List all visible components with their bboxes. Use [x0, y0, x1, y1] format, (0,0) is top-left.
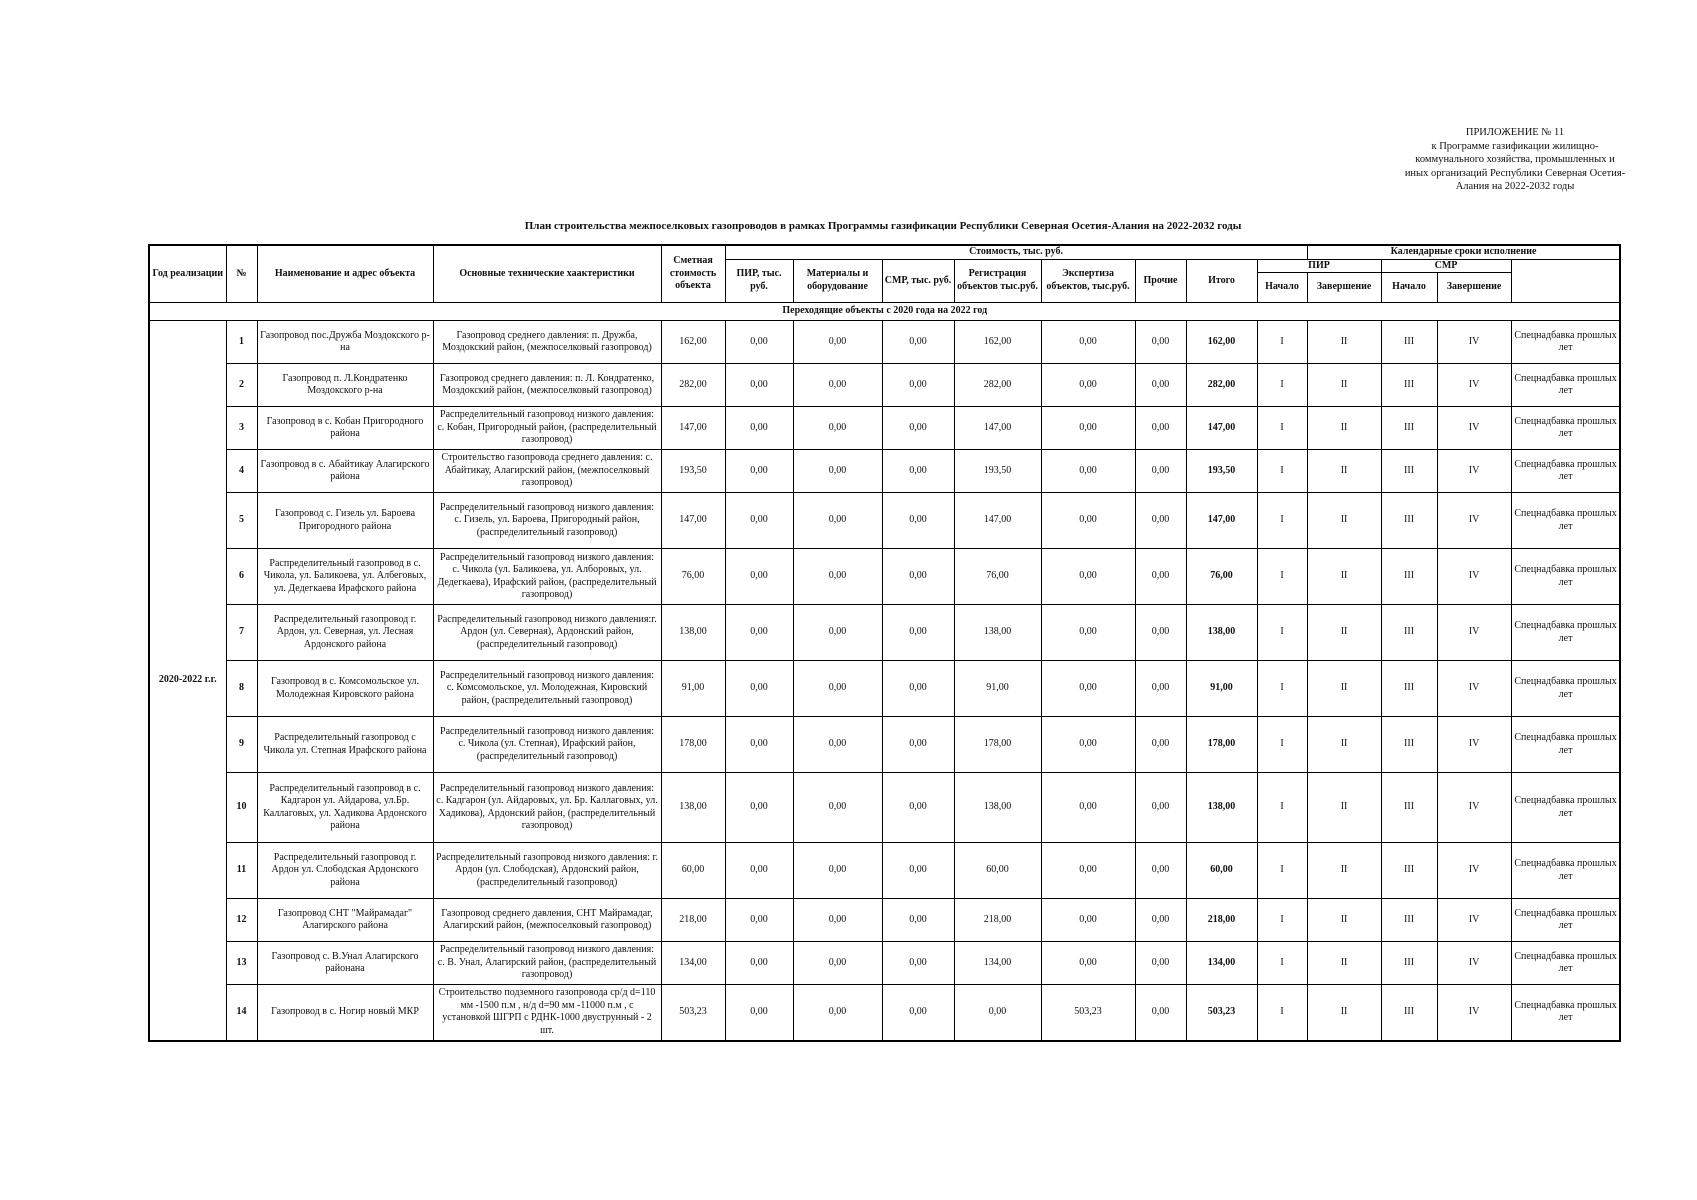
smr-cost: 0,00 [882, 661, 954, 717]
estimate-cost: 76,00 [661, 549, 725, 605]
header-name: Наименование и адрес объекта [257, 245, 433, 303]
registration-cost: 147,00 [954, 407, 1041, 450]
header-pir-start: Начало [1257, 273, 1307, 303]
pir-start: I [1257, 493, 1307, 549]
row-number: 2 [226, 364, 257, 407]
estimate-cost: 282,00 [661, 364, 725, 407]
object-name: Распределительный газопровод в с. Чикола, ул. Баликоева, ул. Албеговых, ул. Дедегкаева Ирафского района [257, 549, 433, 605]
expertise-cost: 0,00 [1041, 942, 1135, 985]
smr-finish: IV [1437, 493, 1511, 549]
smr-finish: IV [1437, 942, 1511, 985]
tech-spec: Распределительный газопровод низкого давления: с. Кадгарон (ул. Айдаровых, ул. Бр. Каллаговых, ул. Хадикова), Ардонский район, (распределительный газопровод) [433, 773, 661, 843]
funding-source: Спецнадбавка прошлых лет [1511, 942, 1620, 985]
materials-cost: 0,00 [793, 899, 882, 942]
tech-spec: Строительство подземного газопровода ср/д d=110 мм -1500 п.м , н/д d=90 мм -11000 п.м , с установкой ШГРП с РДНК-1000 двуструнный - 2 шт. [433, 985, 661, 1041]
object-name: Распределительный газопровод с Чикола ул. Степная Ирафского района [257, 717, 433, 773]
tech-spec: Распределительный газопровод низкого давления: с. Чикола (ул. Степная), Ирафский район, (распределительный газопровод) [433, 717, 661, 773]
total-cost: 134,00 [1186, 942, 1257, 985]
smr-start: III [1381, 899, 1437, 942]
pir-start: I [1257, 899, 1307, 942]
pir-finish: II [1307, 985, 1381, 1041]
smr-start: III [1381, 549, 1437, 605]
pir-cost: 0,00 [725, 321, 793, 364]
estimate-cost: 162,00 [661, 321, 725, 364]
other-cost: 0,00 [1135, 321, 1186, 364]
row-number: 5 [226, 493, 257, 549]
object-name: Газопровод в с. Комсомольское ул. Молодежная Кировского района [257, 661, 433, 717]
row-number: 13 [226, 942, 257, 985]
registration-cost: 178,00 [954, 717, 1041, 773]
pir-finish: II [1307, 843, 1381, 899]
expertise-cost: 0,00 [1041, 773, 1135, 843]
estimate-cost: 91,00 [661, 661, 725, 717]
other-cost: 0,00 [1135, 717, 1186, 773]
other-cost: 0,00 [1135, 605, 1186, 661]
construction-plan-table [148, 244, 1621, 1042]
pir-finish: II [1307, 493, 1381, 549]
pir-cost: 0,00 [725, 899, 793, 942]
pir-start: I [1257, 843, 1307, 899]
total-cost: 178,00 [1186, 717, 1257, 773]
other-cost: 0,00 [1135, 661, 1186, 717]
funding-source: Спецнадбавка прошлых лет [1511, 605, 1620, 661]
estimate-cost: 60,00 [661, 843, 725, 899]
header-expertise: Экспертиза объектов, тыс.руб. [1041, 259, 1135, 303]
table-row [149, 605, 1620, 661]
registration-cost: 91,00 [954, 661, 1041, 717]
table-row [149, 773, 1620, 843]
smr-cost: 0,00 [882, 364, 954, 407]
header-other: Прочие [1135, 259, 1186, 303]
object-name: Распределительный газопровод г. Ардон, ул. Северная, ул. Лесная Ардонского района [257, 605, 433, 661]
smr-finish: IV [1437, 773, 1511, 843]
smr-finish: IV [1437, 717, 1511, 773]
object-name: Газопровод в с. Кобан Пригородного района [257, 407, 433, 450]
funding-source: Спецнадбавка прошлых лет [1511, 321, 1620, 364]
smr-start: III [1381, 942, 1437, 985]
expertise-cost: 0,00 [1041, 843, 1135, 899]
materials-cost: 0,00 [793, 407, 882, 450]
materials-cost: 0,00 [793, 717, 882, 773]
row-number: 8 [226, 661, 257, 717]
object-name: Газопровод пос.Дружба Моздокского р-на [257, 321, 433, 364]
object-name: Газопровод с. Гизель ул. Бароева Пригородного района [257, 493, 433, 549]
pir-start: I [1257, 450, 1307, 493]
pir-cost: 0,00 [725, 661, 793, 717]
document-title: План строительства межпоселковых газопроводов в рамках Программы газификации Республики Северная Осетия-Алания на 2022-2032 годы [524, 220, 1242, 232]
smr-finish: IV [1437, 661, 1511, 717]
appendix-line: коммунального хозяйства, промышленных и [1415, 154, 1615, 165]
estimate-cost: 134,00 [661, 942, 725, 985]
appendix-line: Алания на 2022-2032 годы [1455, 181, 1575, 192]
header-estimate: Сметная стоимость объекта [661, 245, 725, 303]
registration-cost: 76,00 [954, 549, 1041, 605]
object-name: Газопровод в с. Абайтикау Алагирского района [257, 450, 433, 493]
header-year: Год реализации [149, 245, 226, 303]
estimate-cost: 147,00 [661, 493, 725, 549]
tech-spec: Распределительный газопровод низкого давления: с. В. Унал, Алагирский район, (распределительный газопровод) [433, 942, 661, 985]
materials-cost: 0,00 [793, 450, 882, 493]
pir-cost: 0,00 [725, 605, 793, 661]
header-calendar-group: Календарные сроки исполнение [1307, 245, 1620, 259]
smr-start: III [1381, 493, 1437, 549]
registration-cost: 60,00 [954, 843, 1041, 899]
pir-cost: 0,00 [725, 364, 793, 407]
pir-start: I [1257, 321, 1307, 364]
smr-finish: IV [1437, 985, 1511, 1041]
pir-finish: II [1307, 407, 1381, 450]
materials-cost: 0,00 [793, 843, 882, 899]
smr-cost: 0,00 [882, 985, 954, 1041]
pir-start: I [1257, 773, 1307, 843]
pir-start: I [1257, 717, 1307, 773]
other-cost: 0,00 [1135, 450, 1186, 493]
expertise-cost: 503,23 [1041, 985, 1135, 1041]
table-row [149, 493, 1620, 549]
funding-source: Спецнадбавка прошлых лет [1511, 407, 1620, 450]
tech-spec: Газопровод среднего давления, СНТ Майрамадаг, Алагирский район, (межпоселковый газопровод) [433, 899, 661, 942]
pir-finish: II [1307, 717, 1381, 773]
pir-finish: II [1307, 773, 1381, 843]
smr-cost: 0,00 [882, 843, 954, 899]
expertise-cost: 0,00 [1041, 661, 1135, 717]
total-cost: 162,00 [1186, 321, 1257, 364]
funding-source: Спецнадбавка прошлых лет [1511, 773, 1620, 843]
table-body [149, 303, 1620, 1041]
pir-finish: II [1307, 605, 1381, 661]
registration-cost: 218,00 [954, 899, 1041, 942]
object-name: Газопровод п. Л.Кондратенко Моздокского р-на [257, 364, 433, 407]
table-row [149, 985, 1620, 1041]
pir-finish: II [1307, 661, 1381, 717]
expertise-cost: 0,00 [1041, 450, 1135, 493]
table-row [149, 321, 1620, 364]
pir-start: I [1257, 985, 1307, 1041]
pir-finish: II [1307, 549, 1381, 605]
row-number: 4 [226, 450, 257, 493]
expertise-cost: 0,00 [1041, 364, 1135, 407]
other-cost: 0,00 [1135, 985, 1186, 1041]
funding-source: Спецнадбавка прошлых лет [1511, 364, 1620, 407]
header-number: № [226, 245, 257, 303]
total-cost: 503,23 [1186, 985, 1257, 1041]
total-cost: 218,00 [1186, 899, 1257, 942]
pir-cost: 0,00 [725, 407, 793, 450]
smr-cost: 0,00 [882, 899, 954, 942]
expertise-cost: 0,00 [1041, 407, 1135, 450]
tech-spec: Строительство газопровода среднего давления: с. Абайтикау, Алагирский район, (межпоселковый газопровод) [433, 450, 661, 493]
funding-source: Спецнадбавка прошлых лет [1511, 899, 1620, 942]
pir-finish: II [1307, 450, 1381, 493]
estimate-cost: 138,00 [661, 773, 725, 843]
object-name: Распределительный газопровод г. Ардон ул. Слободская Ардонского района [257, 843, 433, 899]
other-cost: 0,00 [1135, 843, 1186, 899]
estimate-cost: 503,23 [661, 985, 725, 1041]
object-name: Газопровод в с. Ногир новый МКР [257, 985, 433, 1041]
pir-finish: II [1307, 942, 1381, 985]
appendix-block [1365, 126, 1665, 194]
smr-cost: 0,00 [882, 717, 954, 773]
smr-start: III [1381, 773, 1437, 843]
other-cost: 0,00 [1135, 364, 1186, 407]
smr-finish: IV [1437, 843, 1511, 899]
smr-cost: 0,00 [882, 773, 954, 843]
materials-cost: 0,00 [793, 605, 882, 661]
header-smr-start: Начало [1381, 273, 1437, 303]
estimate-cost: 193,50 [661, 450, 725, 493]
estimate-cost: 138,00 [661, 605, 725, 661]
smr-finish: IV [1437, 450, 1511, 493]
table-row [149, 549, 1620, 605]
smr-cost: 0,00 [882, 605, 954, 661]
pir-cost: 0,00 [725, 549, 793, 605]
total-cost: 138,00 [1186, 773, 1257, 843]
registration-cost: 282,00 [954, 364, 1041, 407]
other-cost: 0,00 [1135, 899, 1186, 942]
total-cost: 91,00 [1186, 661, 1257, 717]
table-row [149, 717, 1620, 773]
expertise-cost: 0,00 [1041, 321, 1135, 364]
registration-cost: 193,50 [954, 450, 1041, 493]
smr-finish: IV [1437, 364, 1511, 407]
pir-start: I [1257, 364, 1307, 407]
registration-cost: 0,00 [954, 985, 1041, 1041]
funding-source: Спецнадбавка прошлых лет [1511, 661, 1620, 717]
pir-start: I [1257, 407, 1307, 450]
tech-spec: Распределительный газопровод низкого давления: г. Ардон (ул. Слободская), Ардонский район, (распределительный газопровод) [433, 843, 661, 899]
tech-spec: Распределительный газопровод низкого давления: с. Кобан, Пригородный район, (распределительный газопровод) [433, 407, 661, 450]
pir-start: I [1257, 942, 1307, 985]
smr-start: III [1381, 407, 1437, 450]
smr-finish: IV [1437, 605, 1511, 661]
smr-cost: 0,00 [882, 321, 954, 364]
estimate-cost: 218,00 [661, 899, 725, 942]
header-pir-finish: Завершение [1307, 273, 1381, 303]
table-row [149, 364, 1620, 407]
row-number: 9 [226, 717, 257, 773]
smr-start: III [1381, 605, 1437, 661]
row-number: 11 [226, 843, 257, 899]
header-total: Итого [1186, 259, 1257, 303]
registration-cost: 138,00 [954, 605, 1041, 661]
expertise-cost: 0,00 [1041, 899, 1135, 942]
row-number: 1 [226, 321, 257, 364]
object-name: Газопровод с. В.Унал Алагирского районана [257, 942, 433, 985]
pir-cost: 0,00 [725, 985, 793, 1041]
table-row [149, 899, 1620, 942]
table-row [149, 450, 1620, 493]
materials-cost: 0,00 [793, 773, 882, 843]
pir-start: I [1257, 661, 1307, 717]
tech-spec: Распределительный газопровод низкого давления: с. Гизель, ул. Бароева, Пригородный район, (распределительный газопровод) [433, 493, 661, 549]
header-materials: Материалы и оборудование [793, 259, 882, 303]
total-cost: 147,00 [1186, 407, 1257, 450]
expertise-cost: 0,00 [1041, 549, 1135, 605]
funding-source: Спецнадбавка прошлых лет [1511, 549, 1620, 605]
total-cost: 282,00 [1186, 364, 1257, 407]
table-row [149, 942, 1620, 985]
pir-finish: II [1307, 364, 1381, 407]
materials-cost: 0,00 [793, 321, 882, 364]
smr-start: III [1381, 450, 1437, 493]
pir-start: I [1257, 549, 1307, 605]
smr-start: III [1381, 843, 1437, 899]
smr-cost: 0,00 [882, 450, 954, 493]
total-cost: 76,00 [1186, 549, 1257, 605]
total-cost: 193,50 [1186, 450, 1257, 493]
header-tech: Основные технические хаактеристики [433, 245, 661, 303]
funding-source: Спецнадбавка прошлых лет [1511, 985, 1620, 1041]
row-number: 12 [226, 899, 257, 942]
pir-cost: 0,00 [725, 773, 793, 843]
smr-cost: 0,00 [882, 942, 954, 985]
tech-spec: Газопровод среднего давления: п. Л. Кондратенко, Моздокский район, (межпоселковый газопровод) [433, 364, 661, 407]
row-number: 14 [226, 985, 257, 1041]
estimate-cost: 147,00 [661, 407, 725, 450]
funding-source: Спецнадбавка прошлых лет [1511, 717, 1620, 773]
table-row [149, 843, 1620, 899]
table-row [149, 407, 1620, 450]
header-smr-finish: Завершение [1437, 273, 1511, 303]
pir-cost: 0,00 [725, 450, 793, 493]
pir-cost: 0,00 [725, 493, 793, 549]
other-cost: 0,00 [1135, 942, 1186, 985]
funding-source: Спецнадбавка прошлых лет [1511, 843, 1620, 899]
appendix-line: ПРИЛОЖЕНИЕ № 11 [1465, 127, 1565, 138]
smr-cost: 0,00 [882, 549, 954, 605]
tech-spec: Газопровод среднего давления: п. Дружба, Моздокский район, (межпоселковый газопровод) [433, 321, 661, 364]
smr-start: III [1381, 717, 1437, 773]
smr-finish: IV [1437, 321, 1511, 364]
smr-start: III [1381, 661, 1437, 717]
materials-cost: 0,00 [793, 364, 882, 407]
smr-cost: 0,00 [882, 407, 954, 450]
header-cost-group: Стоимость, тыс. руб. [725, 245, 1307, 259]
materials-cost: 0,00 [793, 493, 882, 549]
smr-finish: IV [1437, 899, 1511, 942]
smr-start: III [1381, 321, 1437, 364]
table-row [149, 661, 1620, 717]
smr-cost: 0,00 [882, 493, 954, 549]
smr-finish: IV [1437, 407, 1511, 450]
header-calendar-pir: ПИР [1257, 259, 1381, 273]
header-calendar-smr: СМР [1381, 259, 1511, 273]
pir-finish: II [1307, 899, 1381, 942]
registration-cost: 162,00 [954, 321, 1041, 364]
materials-cost: 0,00 [793, 549, 882, 605]
object-name: Распределительный газопровод в с. Кадгарон ул. Айдарова, ул.Бр. Каллаговых, ул. Хадикова Ардонского района [257, 773, 433, 843]
materials-cost: 0,00 [793, 661, 882, 717]
materials-cost: 0,00 [793, 985, 882, 1041]
estimate-cost: 178,00 [661, 717, 725, 773]
row-number: 10 [226, 773, 257, 843]
other-cost: 0,00 [1135, 407, 1186, 450]
smr-start: III [1381, 985, 1437, 1041]
object-name: Газопровод СНТ "Майрамадаг" Алагирского района [257, 899, 433, 942]
pir-start: I [1257, 605, 1307, 661]
other-cost: 0,00 [1135, 549, 1186, 605]
row-number: 6 [226, 549, 257, 605]
header-smr: СМР, тыс. руб. [882, 259, 954, 303]
year-cell: 2020-2022 г.г. [149, 321, 226, 1041]
registration-cost: 147,00 [954, 493, 1041, 549]
tech-spec: Распределительный газопровод низкого давления: с. Чикола (ул. Баликоева, ул. Алборовых, ул. Дедегкаева), Ирафский район, (распределительный газопровод) [433, 549, 661, 605]
appendix-line: иных организаций Республики Северная Осетия- [1404, 167, 1626, 179]
tech-spec: Распределительный газопровод низкого давления:г. Ардон (ул. Северная), Ардонский район, (распределительный газопровод) [433, 605, 661, 661]
funding-source: Спецнадбавка прошлых лет [1511, 450, 1620, 493]
total-cost: 138,00 [1186, 605, 1257, 661]
expertise-cost: 0,00 [1041, 493, 1135, 549]
registration-cost: 134,00 [954, 942, 1041, 985]
other-cost: 0,00 [1135, 493, 1186, 549]
tech-spec: Распределительный газопровод низкого давления: с. Комсомольское, ул. Молодежная, Кировский район, (распределительный газопровод) [433, 661, 661, 717]
header-pir: ПИР, тыс. руб. [725, 259, 793, 303]
expertise-cost: 0,00 [1041, 605, 1135, 661]
registration-cost: 138,00 [954, 773, 1041, 843]
pir-cost: 0,00 [725, 843, 793, 899]
row-number: 3 [226, 407, 257, 450]
funding-source: Спецнадбавка прошлых лет [1511, 493, 1620, 549]
header-registration: Регистрация объектов тыс.руб. [954, 259, 1041, 303]
materials-cost: 0,00 [793, 942, 882, 985]
pir-cost: 0,00 [725, 717, 793, 773]
total-cost: 147,00 [1186, 493, 1257, 549]
expertise-cost: 0,00 [1041, 717, 1135, 773]
pir-cost: 0,00 [725, 942, 793, 985]
total-cost: 60,00 [1186, 843, 1257, 899]
smr-finish: IV [1437, 549, 1511, 605]
other-cost: 0,00 [1135, 773, 1186, 843]
section-title: Переходящие объекты с 2020 года на 2022 год [149, 303, 1620, 321]
pir-finish: II [1307, 321, 1381, 364]
row-number: 7 [226, 605, 257, 661]
smr-start: III [1381, 364, 1437, 407]
appendix-line: к Программе газификации жилищно- [1431, 140, 1599, 152]
